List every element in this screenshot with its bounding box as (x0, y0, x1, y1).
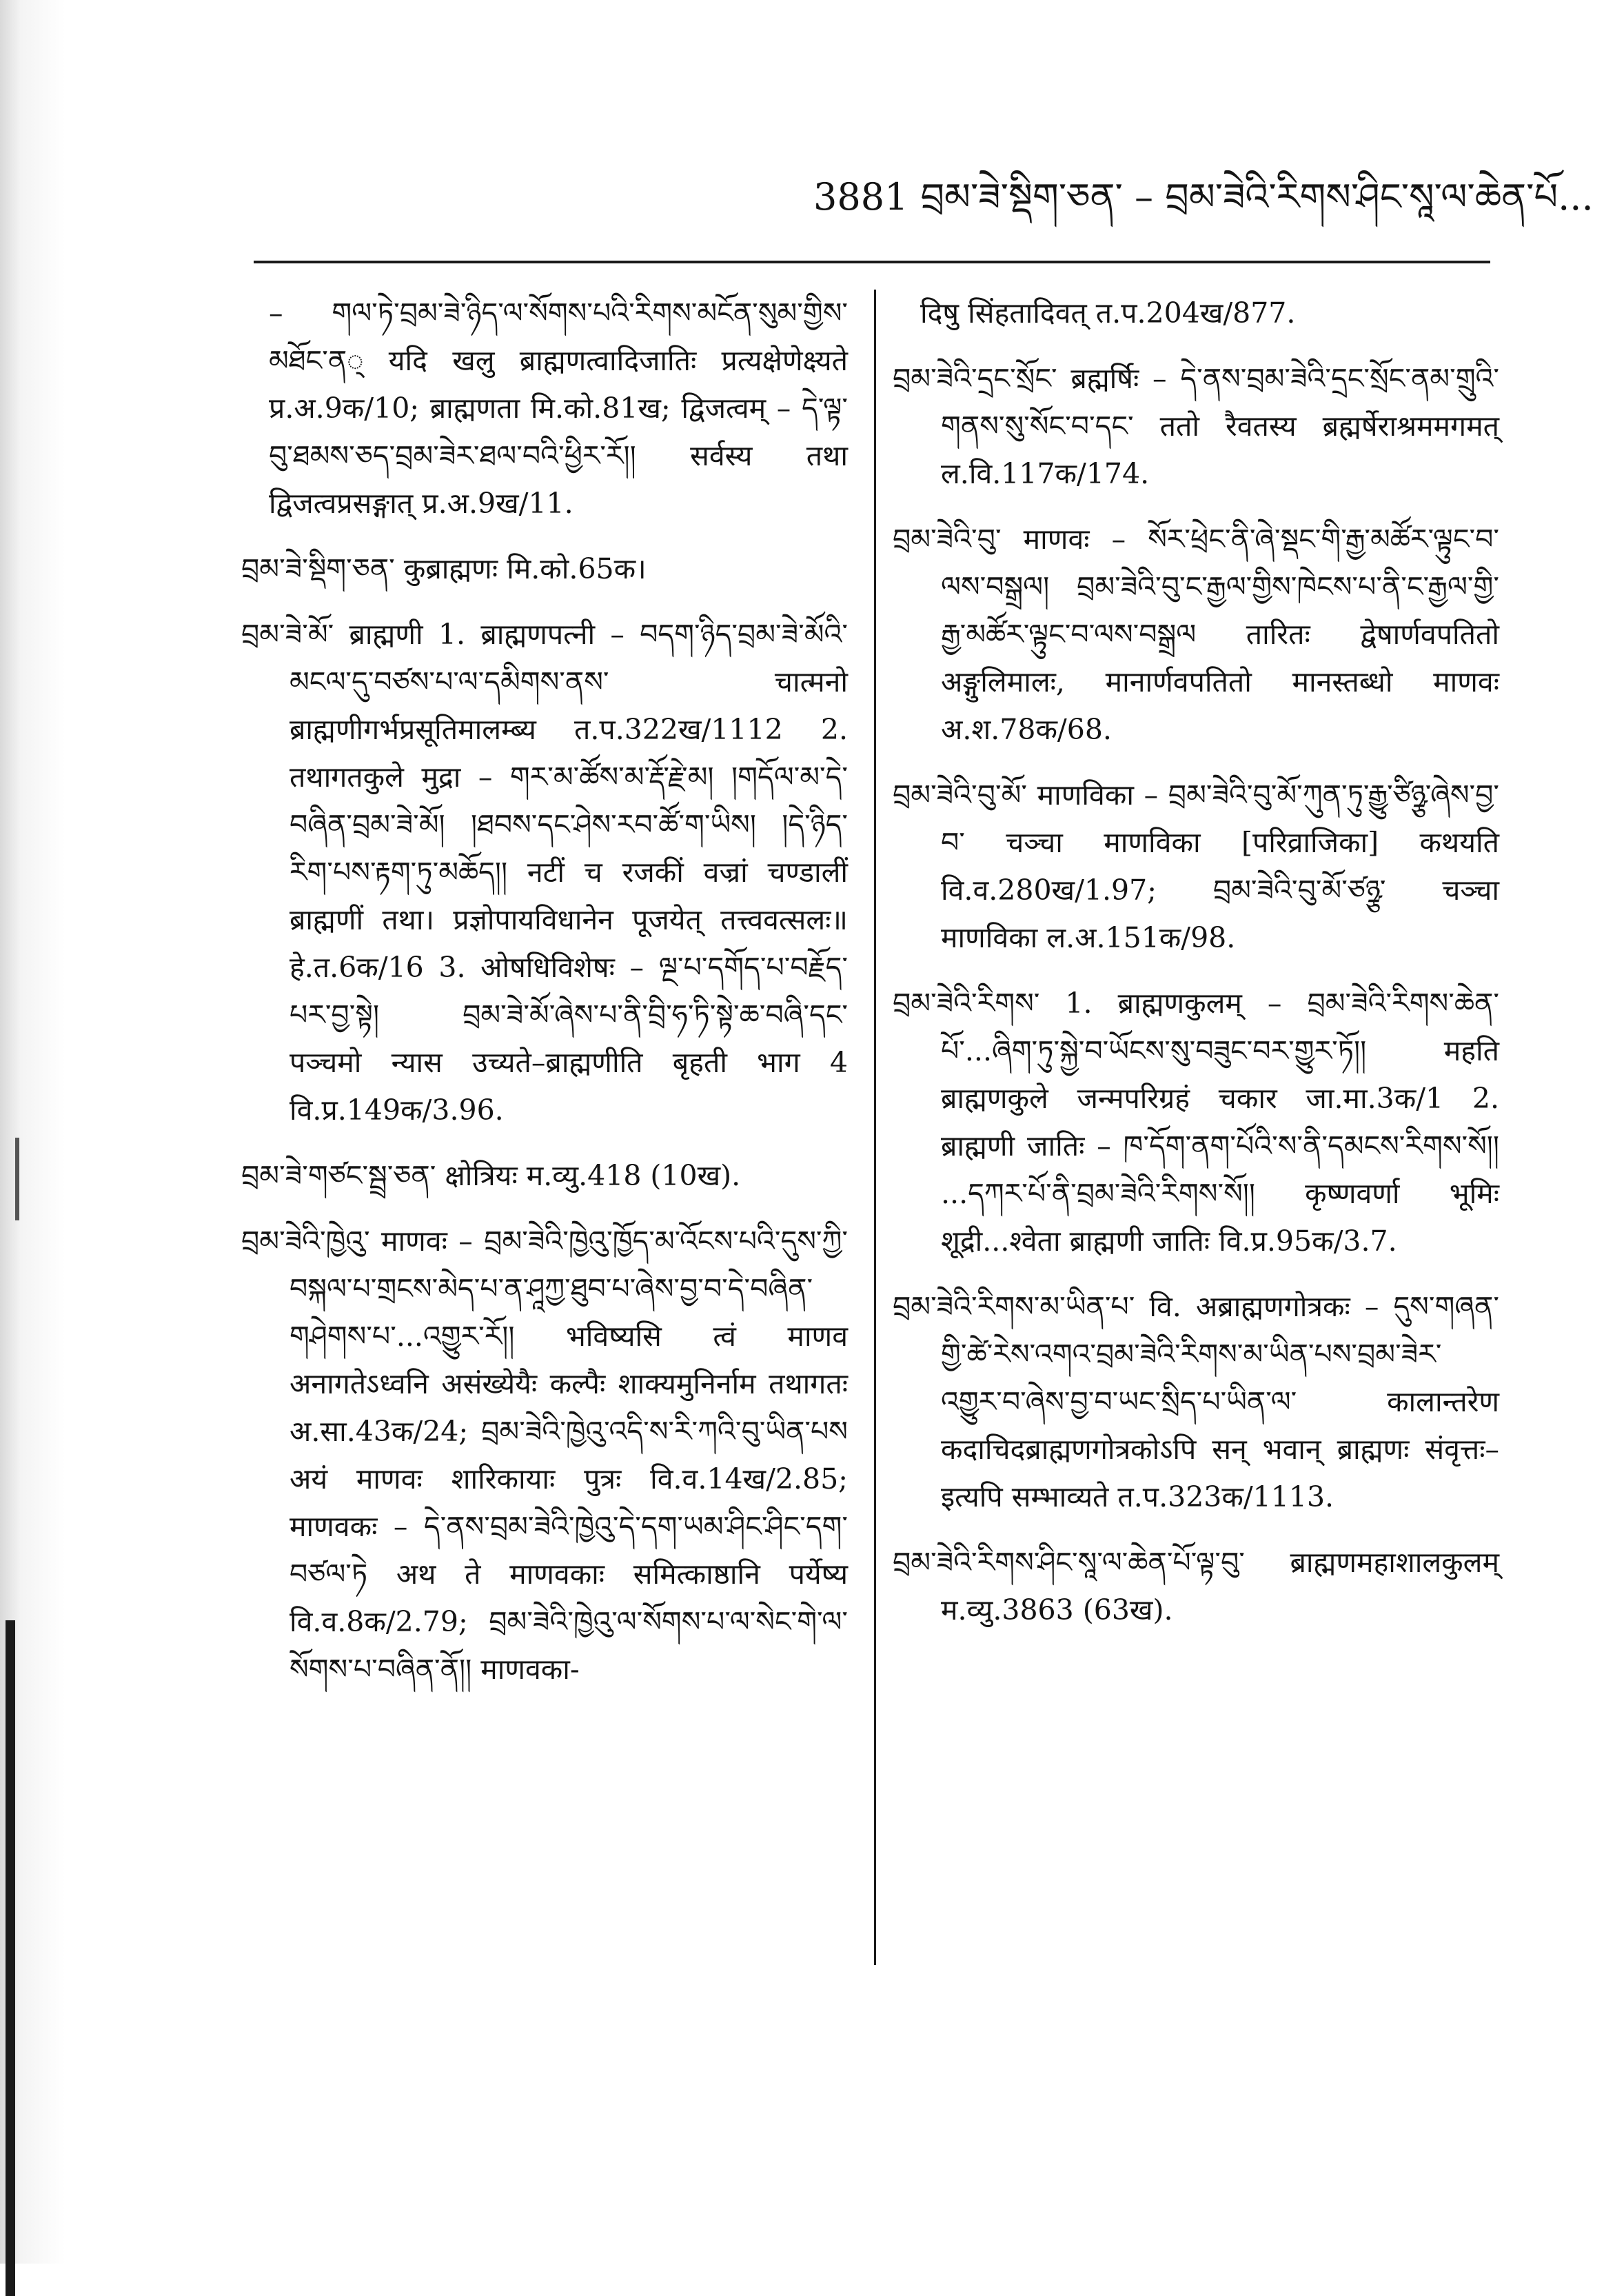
dictionary-entry: བྲམ་ཟེ་གཙང་སྦྲ་ཅན་ क्षोत्रियः म.व्यु.418 (10ख). (241, 1159, 741, 1192)
page-header (813, 155, 1594, 260)
right-column (893, 290, 1499, 1652)
dictionary-entry: བྲམ་ཟེ་སྡིག་ཅན་ कुब्राह्मणः मि.को.65क। (241, 552, 647, 585)
header-rule (254, 261, 1490, 263)
scan-edge-mark (6, 1620, 15, 2296)
column-divider (874, 290, 876, 1965)
scan-edge-mark (15, 1138, 19, 1220)
dictionary-entry: བྲམ་ཟེ་མོ་ ब्राह्मणी 1. ब्राह्मणपत्नी – བདག་ཉིད་བྲམ་ཟེ་མོའི་མངལ་དུ་བཙས་པ་ལ་དམིགས་ནས་ चात्मनो ब्राह्मणीगर्भप्रसूतिमालम्ब्य त.प.322ख/1112 2. तथागतकुले मुद्रा – གར་མ་ཚོས་མ་རྡོ་རྗེ་མ། །གདོལ་མ་དེ་བཞིན་བྲམ་ཟེ་མོ། །ཐབས་དང་ཤེས་རབ་ཚོ་ག་ཡིས། །དེ་ཉིད་རིག་པས་རྟག་ཏུ་མཆོད།། नटीं च रजकीं वज्रां चण्डालीं ब्राह्मणीं तथा। प्रज्ञोपायविधानेन पूजयेत् तत्त्ववत्सलः॥ हे.त.6क/16 3. ओषधिविशेषः – ལྔ་པ་དགོད་པ་བརྗོད་པར་བྱ་སྟེ། བྲམ་ཟེ་མོ་ཞེས་པ་ནི་བྲི་ཧ་ཏི་སྟེ་ཆ་བཞི་དང་ पञ्चमो न्यास उच्यते–ब्राह्मणीति बृहती भाग 4 वि.प्र.149क/3.96. (241, 618, 848, 1127)
dictionary-entry: བྲམ་ཟེའི་རིགས་ 1. ब्राह्मणकुलम् – བྲམ་ཟེའི་རིགས་ཆེན་པོ་...ཞིག་ཏུ་སྐྱེ་བ་ཡོངས་སུ་བཟུང་བར་གྱུར་ཏོ།། महति ब्राह्मणकुले जन्मपरिग्रहं चकार जा.मा.3क/1 2. ब्राह्मणी जातिः – ཁ་དོག་ནག་པོའི་ས་ནི་དམངས་རིགས་སོ།། ...དཀར་པོ་ནི་བྲམ་ཟེའི་རིགས་སོ།། कृष्णवर्णा भूमिः शूद्री...श्वेता ब्राह्मणी जातिः वि.प्र.95क/3.7. (893, 987, 1499, 1258)
dictionary-entry: བྲམ་ཟེའི་རིགས་ཤིང་སཱ་ལ་ཆེན་པོ་ལྟ་བུ་ ब्राह्मणमहाशालकुलम् म.व्यु.3863 (63ख). (893, 1546, 1499, 1627)
dictionary-entry: བྲམ་ཟེའི་དྲང་སྲོང་ ब्रह्मर्षिः – དེ་ནས་བྲམ་ཟེའི་དྲང་སྲོང་ནམ་གྲུའི་གནས་སུ་སོང་བ་དང་ ततो रैवतस्य ब्रह्मर्षेराश्रममगमत् ल.वि.117क/174. (893, 362, 1499, 490)
left-column (241, 290, 848, 1711)
dictionary-entry: བྲམ་ཟེའི་རིགས་མ་ཡིན་པ་ वि. अब्राह्मणगोत्रकः – དུས་གཞན་གྱི་ཚེ་རེས་འགའ་བྲམ་ཟེའི་རིགས་མ་ཡིན་པས་བྲམ་ཟེར་འགྱུར་བ་ཞེས་བྱ་བ་ཡང་སྲིད་པ་ཡིན་ལ་ कालान्तरेण कदाचिदब्राह्मणगोत्रकोऽपि सन् भवान् ब्राह्मणः संवृत्तः–इत्यपि सम्भाव्यते त.प.323क/1113. (893, 1290, 1499, 1513)
dictionary-entry: བྲམ་ཟེའི་བུ་ माणवः – སོར་ཕྲེང་ནི་ཞེ་སྡང་གི་རྒྱ་མཚོར་ལྟུང་བ་ལས་བསྒྲལ། བྲམ་ཟེའི་བུ་ང་རྒྱལ་གྱིས་ཁེངས་པ་ནི་ང་རྒྱལ་གྱི་རྒྱ་མཚོར་ལྟུང་བ་ལས་བསྒྲལ तारितः द्वेषार्णवपतितो अङ्गुलिमालः, मानार्णवपतितो मानस्तब्धो माणवः अ.श.78क/68. (893, 523, 1499, 746)
dictionary-entry: दिषु सिंहतादिवत् त.प.204ख/877. (920, 296, 1296, 330)
dictionary-entry: – གལ་ཏེ་བྲམ་ཟེ་ཉིད་ལ་སོགས་པའི་རིགས་མངོན་སུམ་གྱིས་མཐོང་ན् यदि खलु ब्राह्मणत्वादिजातिः प्रत्यक्षेणेक्ष्यते प्र.अ.9क/10; ब्राह्मणता मि.को.81ख; द्विजत्वम् – དེ་ལྟ་བུ་ཐམས་ཅད་བྲམ་ཟེར་ཐལ་བའི་ཕྱིར་རོ།། सर्वस्य तथा द्विजत्वप्रसङ्गात् प्र.अ.9ख/11. (269, 296, 848, 520)
running-title: བྲམ་ཟེ་སྡིག་ཅན་ – བྲམ་ཟེའི་རིགས་ཤིང་སཱ་ལ་ཆེན་པོ... (920, 175, 1594, 219)
dictionary-entry: བྲམ་ཟེའི་ཁྱེའུ་ माणवः – བྲམ་ཟེའི་ཁྱེའུ་ཁྱོད་མ་འོངས་པའི་དུས་ཀྱི་བསྐལ་པ་གྲངས་མེད་པ་ན་ཤཱཀྱ་ཐུབ་པ་ཞེས་བྱ་བ་དེ་བཞིན་གཤེགས་པ་...འགྱུར་རོ།། भविष्यसि त्वं माणव अनागतेऽध्वनि असंख्येयैः कल्पैः शाक्यमुनिर्नाम तथागतः अ.सा.43क/24; བྲམ་ཟེའི་ཁྱེའུ་འདི་ས་རི་ཀའི་བུ་ཡིན་པས अयं माणवः शारिकायाः पुत्रः वि.व.14ख/2.85; माणवकः – དེ་ནས་བྲམ་ཟེའི་ཁྱེའུ་དེ་དག་ཡམ་ཤིང་ཤིང་དག་བཙལ་ཏེ अथ ते माणवकाः समित्काष्ठानि पर्येष्य वि.व.8क/2.79; བྲམ་ཟེའི་ཁྱེའུ་ལ་སོགས་པ་ལ་སེང་གེ་ལ་སོགས་པ་བཞིན་ནོ།། माणवका- (241, 1225, 848, 1686)
dictionary-entry: བྲམ་ཟེའི་བུ་མོ་ माणविका – བྲམ་ཟེའི་བུ་མོ་ཀུན་ཏུ་རྒྱུ་ཙིཉྩ་ཞེས་བྱ་བ་ चञ्चा माणविका [परिव्राजिका] कथयति वि.व.280ख/1.97; བྲམ་ཟེའི་བུ་མོ་ཙཉྩ་ चञ्चा माणविका ल.अ.151क/98. (893, 778, 1499, 954)
page-number: 3881 (813, 175, 908, 219)
